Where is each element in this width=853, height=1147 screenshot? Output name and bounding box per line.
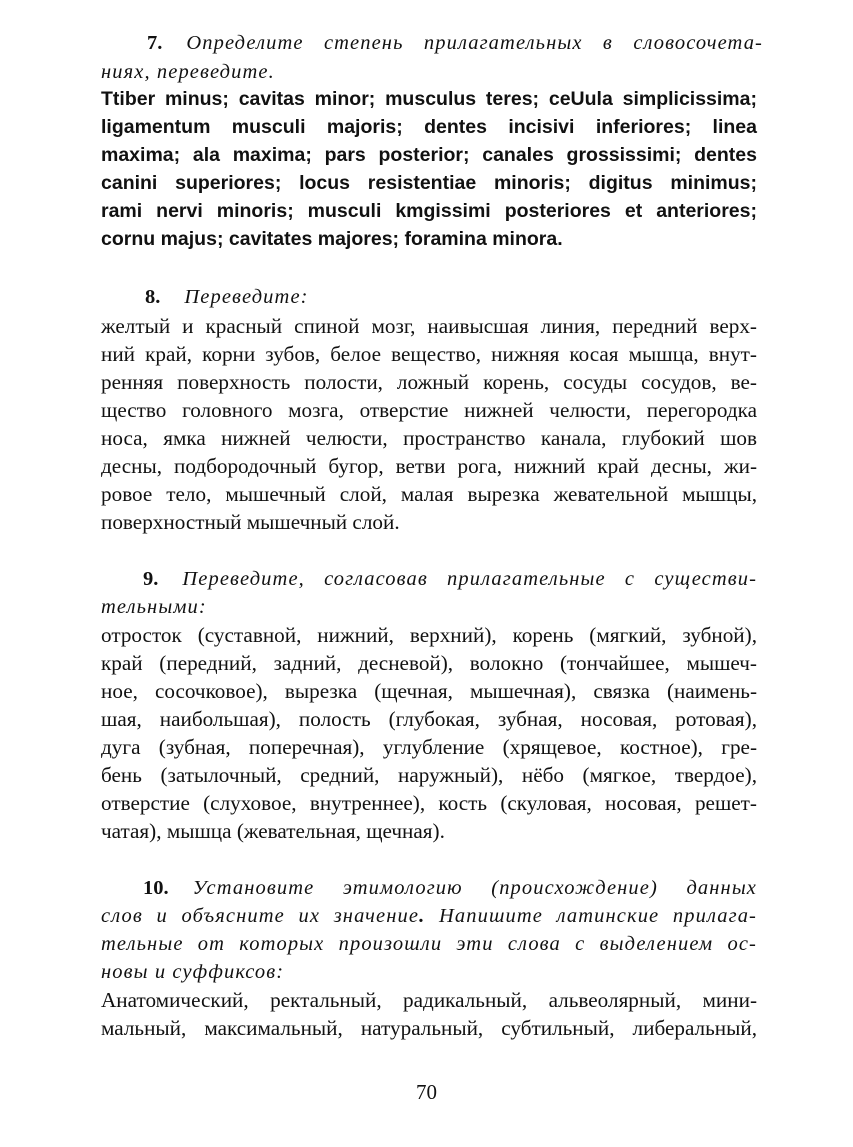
task-9-body-line: отверстие (слуховое, внутреннее), кость (скуловая, носовая, решет- [101, 791, 757, 815]
task-7-latin-line: cornu majus; cavitates majores; foramina minora. [101, 228, 563, 250]
task-9-number: 9. [143, 568, 159, 590]
task-9-body-line: отросток (суставной, нижний, верхний), корень (мягкий, зубной), [101, 623, 757, 647]
task-9-body-line: дуга (зубная, поперечная), углубление (хрящевое, костное), гре- [101, 735, 757, 759]
task-8-number: 8. [145, 286, 161, 308]
task-10-instruction-line-2 [101, 906, 757, 927]
task-9-body-line: бень (затылочный, средний, наружный), нёбо (мягкое, твердое), [101, 763, 757, 787]
task-10-bold-dot: . [419, 905, 426, 927]
task-9-instruction-line-2: тельными: [101, 596, 207, 618]
task-10-instruction-text-2b: Напишите латинские прилага- [438, 905, 757, 927]
task-10-number: 10. [143, 877, 169, 899]
task-10-instruction-line-1 [143, 878, 757, 899]
task-10-instruction-line-4: новы и суффиксов: [101, 961, 285, 983]
task-8-body-line: ний край, корни зубов, белое вещество, нижняя косая мышца, внут- [101, 342, 757, 366]
task-10-instruction-text-2a: слов и объясните их значение [101, 905, 420, 927]
task-7-latin-line: canini superiores; locus resistentiae minoris; digitus minimus; [101, 172, 757, 194]
task-10-body-line: Анатомический, ректальный, радикальный, альвеолярный, мини- [101, 988, 757, 1012]
page-number: 70 [416, 1080, 437, 1104]
task-8-instruction-line-1 [145, 287, 309, 308]
task-7-number: 7. [147, 32, 163, 54]
task-7-latin-line: Ttiber minus; cavitas minor; musculus teres; ceUula simplicissima; [101, 88, 757, 110]
task-7-latin-line: ligamentum musculi majoris; dentes incisivi inferiores; linea [101, 116, 757, 138]
task-8-body-line: щество головного мозга, отверстие нижней челюсти, перегородка [101, 398, 757, 422]
task-7-instruction-line-1 [147, 33, 763, 54]
task-10-instruction-text-1: Установите этимологию (происхождение) данных [192, 877, 757, 899]
task-10-instruction-line-3: тельные от которых произошли эти слова с выделением ос- [101, 933, 757, 955]
task-9-instruction-line-1 [143, 569, 757, 590]
task-9-body-line: шая, наибольшая), полость (глубокая, зубная, носовая, ротовая), [101, 707, 757, 731]
task-7-latin-line: maxima; ala maxima; pars posterior; canales grossissimi; dentes [101, 144, 757, 166]
task-7-instruction-text-1: Определите степень прилагательных в словосочета- [186, 32, 763, 54]
task-9-body-line: ное, сосочковое), вырезка (щечная, мышечная), связка (наимень- [101, 679, 757, 703]
task-10-body-line: мальный, максимальный, натуральный, субтильный, либеральный, [101, 1016, 757, 1040]
task-8-body-line: ровое тело, мышечный слой, малая вырезка жевательной мышцы, [101, 482, 757, 506]
task-8-body-line: десны, подбородочный бугор, ветви рога, нижний край десны, жи- [101, 454, 757, 478]
task-7-instruction-line-2: ниях, переведите. [101, 61, 275, 83]
task-8-body-line: носа, ямка нижней челюсти, пространство канала, глубокий шов [101, 426, 757, 450]
task-9-body-line: чатая), мышца (жевательная, щечная). [101, 819, 445, 843]
task-8-body-line: поверхностный мышечный слой. [101, 510, 400, 534]
task-9-instruction-text-1: Переведите, согласовав прилагательные с существи- [182, 568, 757, 590]
task-8-instruction-text: Переведите: [184, 286, 309, 308]
task-8-body-line: желтый и красный спиной мозг, наивысшая линия, передний верх- [101, 314, 757, 338]
task-7-latin-line: rami nervi minoris; musculi kmgissimi posteriores et anteriores; [101, 200, 757, 222]
task-9-body-line: край (передний, задний, десневой), волокно (тончайшее, мышеч- [101, 651, 757, 675]
task-8-body-line: ренняя поверхность полости, ложный корень, сосуды сосудов, ве- [101, 370, 757, 394]
